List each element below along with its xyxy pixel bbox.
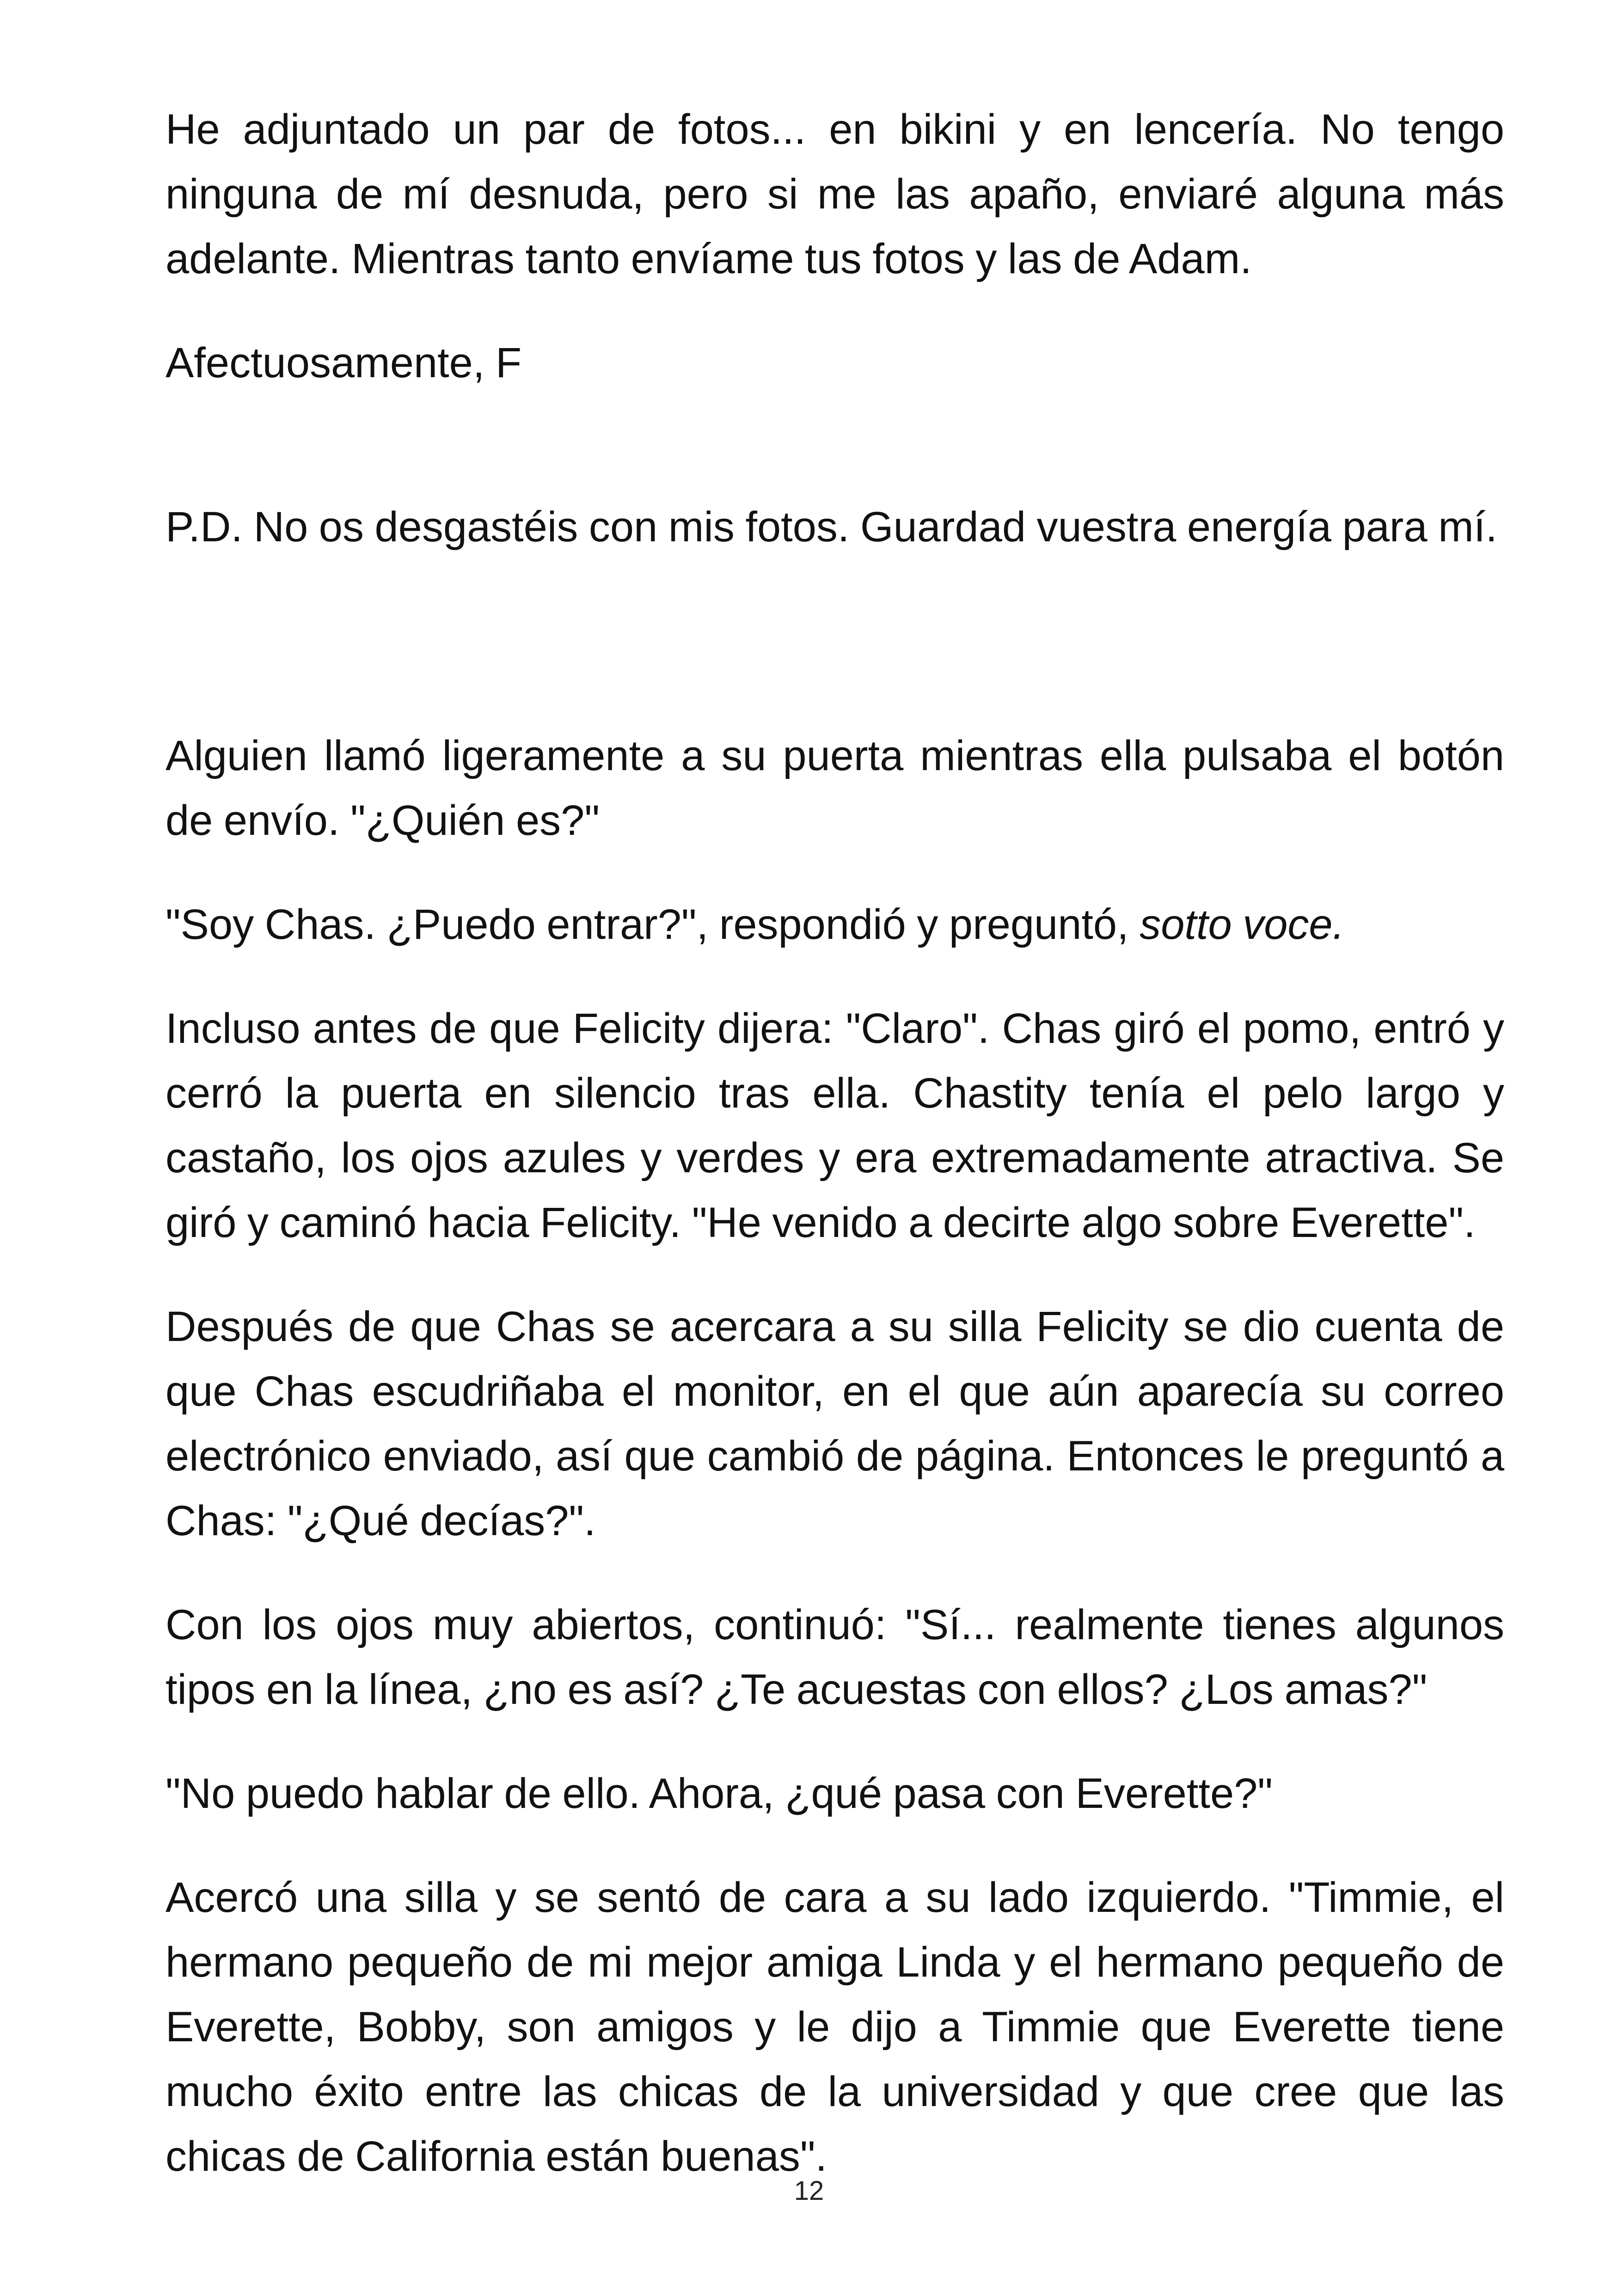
chas-reply-text: "Soy Chas. ¿Puedo entrar?", respondió y preguntó, [165, 901, 1140, 948]
page-number: 12 [794, 2176, 824, 2206]
paragraph-wide-eyes: Con los ojos muy abiertos, continuó: "Sí... realmente tienes algunos tipos en la línea, ¿no es así? ¿Te acuestas con ellos? ¿Los amas?" [165, 1601, 1504, 1713]
paragraph-knock: Alguien llamó ligeramente a su puerta mientras ella pulsaba el botón de envío. "¿Quién es?" [165, 732, 1504, 844]
paragraph-monitor: Después de que Chas se acercara a su silla Felicity se dio cuenta de que Chas escudriñaba el monitor, en el que aún aparecía su correo electrónico enviado, así que cambió de página. Entonces le preguntó a Chas: "¿Qué decías?". [165, 1303, 1504, 1544]
sotto-voce-italic: sotto voce. [1140, 901, 1345, 948]
paragraph-postscript: P.D. No os desgastéis con mis fotos. Guardad vuestra energía para mí. [165, 503, 1497, 551]
paragraph-chastity: Incluso antes de que Felicity dijera: "Claro". Chas giró el pomo, entró y cerró la puerta en silencio tras ella. Chastity tenía el pelo largo y castaño, los ojos azules y verdes y era extremadamente atractiva. Se giró y caminó hacia Felicity. "He venido a decirte algo sobre Everette". [165, 1005, 1504, 1246]
paragraph-chas-reply [165, 892, 1504, 957]
paragraph-timmie: Acercó una silla y se sentó de cara a su lado izquierdo. "Timmie, el hermano pequeño de mi mejor amiga Linda y el hermano pequeño de Everette, Bobby, son amigos y le dijo a Timmie que Everette tiene mucho éxito entre las chicas de la universidad y que cree que las chicas de California están buenas". [165, 1874, 1504, 2180]
body-text [165, 97, 1504, 2228]
paragraph-photos: He adjuntado un par de fotos... en bikini y en lencería. No tengo ninguna de mí desnuda, pero si me las apaño, enviaré alguna más adelante. Mientras tanto envíame tus fotos y las de Adam. [165, 106, 1504, 282]
paragraph-signoff: Afectuosamente, F [165, 339, 522, 386]
paragraph-cannot-talk: "No puedo hablar de ello. Ahora, ¿qué pasa con Everette?" [165, 1770, 1273, 1817]
